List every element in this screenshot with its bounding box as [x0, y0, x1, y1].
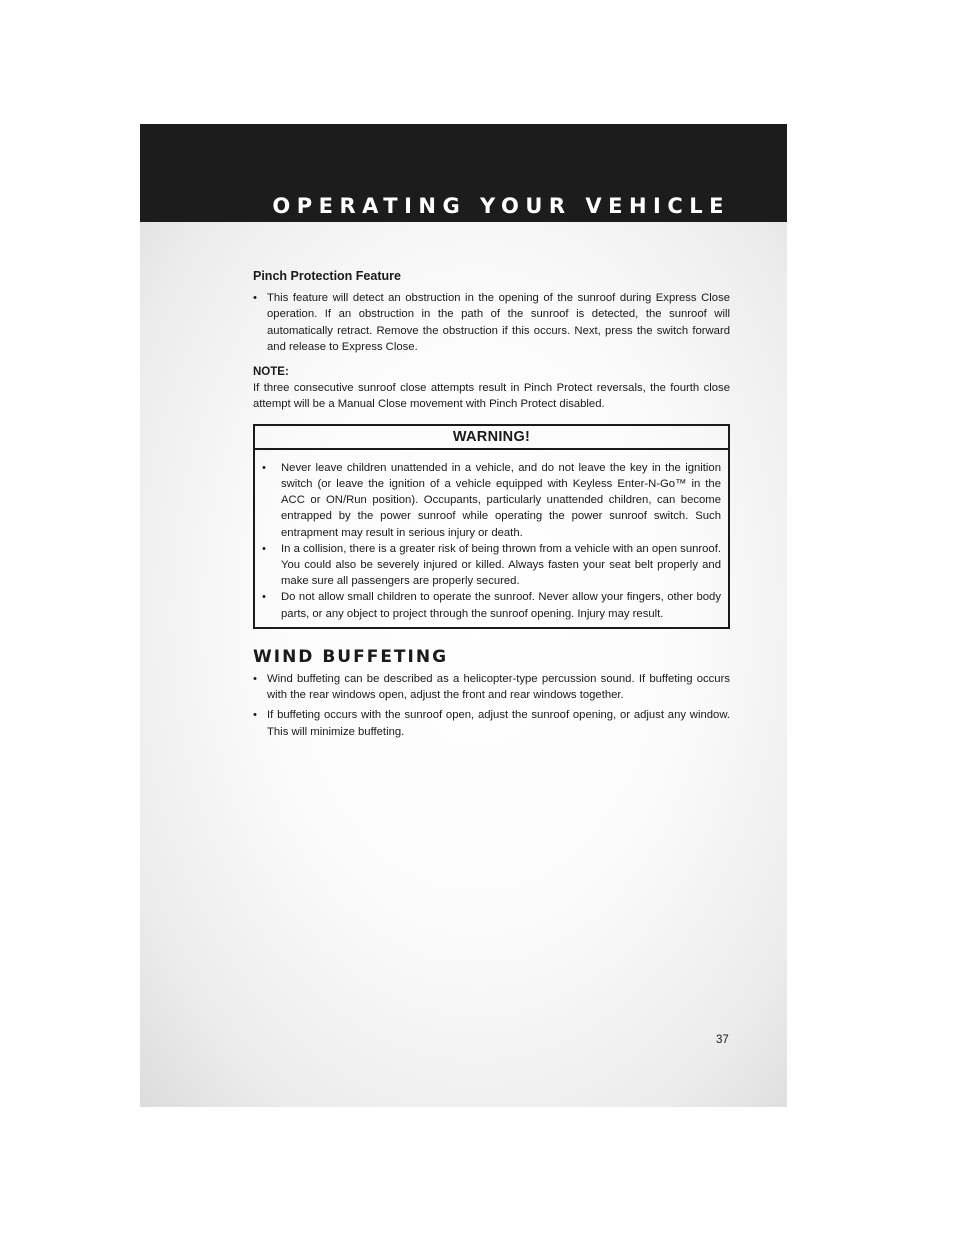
- pinch-protection-list: [253, 290, 730, 355]
- bullet-icon: •: [262, 591, 266, 604]
- wind-buffeting-heading: WIND BUFFETING: [253, 646, 449, 667]
- bullet-icon: •: [262, 542, 266, 555]
- list-item: [253, 671, 730, 703]
- bullet-icon: •: [253, 292, 257, 305]
- warning-box: [253, 424, 730, 629]
- list-item: [262, 541, 721, 590]
- note-label: NOTE:: [253, 366, 289, 379]
- header-band: [140, 124, 787, 222]
- bullet-icon: •: [262, 461, 266, 474]
- list-item: [253, 290, 730, 355]
- list-item-text: Do not allow small children to operate the sunroof. Never allow your fingers, other body parts, or any object to project through the sunroof opening. Injury may result.: [281, 591, 721, 620]
- wind-buffeting-list: [253, 671, 730, 740]
- list-item: [253, 707, 730, 739]
- bullet-icon: •: [253, 673, 257, 686]
- list-item: [262, 589, 721, 621]
- manual-page: [140, 124, 787, 1107]
- list-item: [262, 460, 721, 541]
- warning-list: [262, 460, 721, 622]
- list-item-text: In a collision, there is a greater risk of being thrown from a vehicle with an open sunroof. You could also be severely injured or killed. Always fasten your seat belt properly and make sure all passengers are properly secured.: [281, 542, 721, 588]
- bullet-icon: •: [253, 709, 257, 722]
- chapter-title: OPERATING YOUR VEHICLE: [272, 194, 730, 218]
- list-item-text: If buffeting occurs with the sunroof open, adjust the sunroof opening, or adjust any window. This will minimize buffeting.: [267, 709, 730, 738]
- list-item-text: This feature will detect an obstruction in the opening of the sunroof during Express Close operation. If an obstruction in the path of the sunroof is detected, the sunroof will automatically retract. Remove the obstruction if this occurs. Next, press the switch forward and release to Express Close.: [267, 292, 730, 353]
- pinch-protection-heading: Pinch Protection Feature: [253, 269, 401, 283]
- list-item-text: Never leave children unattended in a vehicle, and do not leave the key in the ignition switch (or leave the ignition of a vehicle equipped with Keyless Enter-N-Go™ in the ACC or ON/Run position). Occupants, particularly unattended children, can become entrapped by the power sunroof while operating the power sunroof switch. Such entrapment may result in serious injury or death.: [281, 461, 721, 539]
- page-content: [253, 268, 730, 744]
- page-number: 37: [716, 1034, 729, 1046]
- note-text: If three consecutive sunroof close attempts result in Pinch Protect reversals, the fourth close attempt will be a Manual Close movement with Pinch Protect disabled.: [253, 382, 730, 411]
- list-item-text: Wind buffeting can be described as a helicopter-type percussion sound. If buffeting occurs with the rear windows open, adjust the front and rear windows together.: [267, 673, 730, 702]
- warning-title: WARNING!: [255, 426, 728, 450]
- warning-body: [255, 450, 728, 627]
